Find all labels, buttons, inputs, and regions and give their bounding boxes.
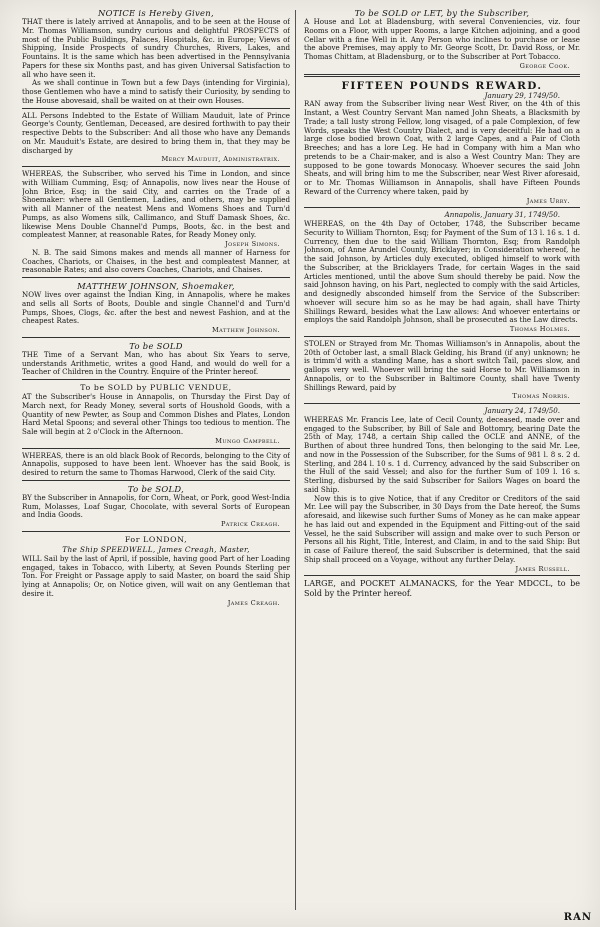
bladensburg-house-ad [304, 8, 580, 71]
reward-title: FIFTEEN POUNDS REWARD. [341, 79, 543, 92]
divider [22, 480, 290, 481]
ship-subheading: The Ship SPEEDWELL, James Creagh, Master, [62, 544, 250, 554]
divider [22, 337, 290, 338]
russell-signature: James Russell. [515, 564, 570, 573]
holmes-signature: Thomas Holmes. [509, 325, 570, 333]
divider [22, 531, 290, 532]
johnson-body: NOW lives over against the Indian King, in Annapolis, where he makes and sells all Sorts of Boots, Double and single Channel'd and Turn'd Pumps, Shoes, Clogs, &c. after the best and newest Fashion, and at the cheapest Rates. [22, 290, 290, 326]
creagh-body: BY the Subscriber in Annapolis, for Corn, Wheat, or Pork, good West-India Rum, Molasses, Loaf Sugar, Chocolate, with several Sorts of European and India Goods. [22, 492, 290, 520]
notice-prospects-ad [22, 8, 290, 106]
bladensburg-signature: George Cook. [519, 61, 570, 70]
almanacks-ad [304, 579, 580, 598]
servant-body: THE Time of a Servant Man, who has about Six Years to serve, understands Arithmetic, writes a good Hand, and would do well for a Teacher of Children in the Country. Enquire of the Printer hereof. [22, 349, 290, 377]
vendue-body: AT the Subscriber's House in Annapolis, on Thursday the First Day of March next, for Ready Money, several sorts of Houshold Goods, with a Quantity of new Pewter, as Soup and Common Dishes and Plates, London Hard Metal Spoons; and several other Things too tedious to mention. The Sale will begin at 2 o'Clock in the Afternoon. [22, 392, 290, 436]
divider [22, 166, 290, 167]
ship-signature: James Creagh. [227, 598, 280, 607]
johnson-heading: MATTHEW JOHNSON, Shoemaker, [77, 281, 235, 291]
records-book-ad [22, 452, 290, 478]
runaway-reward-ad [304, 80, 580, 206]
reward-signature: James Urry. [526, 196, 570, 205]
creagh-heading: To be SOLD, [127, 483, 185, 494]
holmes-bricklayer-ad [304, 211, 580, 334]
ship-body: WILL Sail by the last of April, if possible, having good Part of her Loading engaged, takes in Tobacco, with Liberty, at Seven Pounds Sterling per Ton. For Freight or Passage apply to said Master, on board the said Ship lying at Annapolis; Or, on Notice given, will wait on any Gentleman that desire it. [22, 553, 290, 598]
russell-ship-ad [304, 407, 580, 573]
creagh-signature: Patrick Creagh. [220, 520, 280, 528]
norris-signature: Thomas Norris. [512, 392, 570, 401]
reward-date: January 29, 1749/50. [484, 90, 560, 100]
divider [304, 74, 580, 77]
servant-sale-ad [22, 341, 290, 377]
ship-heading: For LONDON, [124, 534, 188, 544]
divider [22, 379, 290, 380]
ship-speedwell-ad [22, 535, 290, 608]
holmes-date: Annapolis, January 31, 1749/50. [444, 210, 560, 220]
divider [304, 403, 580, 404]
divider [304, 336, 580, 337]
records-body: WHEREAS, there is an old black Book of Records, belonging to the City of Annapolis, supposed to have been lent. Whoever has the said Book, is desired to return the same to Thomas Harwood, Clerk of the said City. [22, 450, 290, 477]
divider [304, 207, 580, 208]
simons-nota-bene: N. B. The said Simons makes and mends all manner of Harness for Coaches, Chariots, or Chaises, in the best and compleatest Manner, at reasonable Rates; and also covers Coaches, Chariots, and Chaises. [22, 247, 290, 275]
stolen-gelding-ad [304, 340, 580, 401]
johnson-shoemaker-ad [22, 281, 290, 335]
divider [22, 448, 290, 449]
almanacks-body: LARGE, and POCKET ALMANACKS, for the Year MDCCL, to be Sold by the Printer hereof. [304, 579, 580, 598]
divider [22, 277, 290, 278]
right-column [304, 8, 580, 907]
johnson-signature: Matthew Johnson. [212, 326, 280, 334]
russell-body-continued: Now this is to give Notice, that if any Creditor or Creditors of the said Mr. Lee will pay the Subscriber, in 30 Days from the Date hereof, the Sums aforesaid, and likewise such further Sums of Money as he can make appear he has laid out and expended in the Equipment and Fitting-out of the said Vessel, he the said Subscriber will assign and make over to such Person or Persons all his Right, Title, Interest, and Claim, in and to the said Ship: But in case of Failure thereof, the said Subscriber is determined, that the said Ship shall proceed on a Voyage, without any further Delay. [304, 493, 580, 564]
reward-body: RAN away from the Subscriber living near West River, on the 4th of this Instant, a West Country Servant Man named John Sheats, a Blacksmith by Trade; a tall lusty strong Fellow, long visaged, of a pale Complexion, of few Words, speaks the West Country Dialect, and is very deceitful: He had on a large close bodied brown Coat, with 2 large Capes, and a Pair of Cloth Breeches; and has a lore Leg. He had in Company with him a Man who pretends to be a Chair-maker, and is also a West Country Man: They are supposed to be gone towards Monocasy. Whoever secures the said John Sheats, and will bring him to me the Subscriber, near West River aforesaid, or to Mr. Thomas Williamson in Annapolis, shall have Fifteen Pounds Reward of the Currency where taken, paid by [304, 99, 580, 196]
mauduit-estate-ad [22, 112, 290, 165]
divider [304, 575, 580, 576]
servant-heading: To be SOLD [129, 340, 183, 351]
bladensburg-heading: To be SOLD or LET, by the Subscriber, [354, 8, 530, 18]
norris-body: STOLEN or Strayed from Mr. Thomas Williamson's in Annapolis, about the 20th of October last, a small Black Gelding, his Brand (if any) unknown; he is trimm'd with a standing Mane, has a short switch Tail, paces slow, and gallops very well. Whoever will bring the said Horse to Mr. Williamson in Annapolis, or to the Subscriber in Baltimore County, shall have Twenty Shillings Reward, paid by [304, 338, 580, 392]
mauduit-body: ALL Persons Indebted to the Estate of William Mauduit, late of Prince George's County, Gentleman, Deceased, are desired forthwith to pay their respective Debts to the Subscriber: And all those who have any Demands on Mr. Mauduit's Estate, are desired to bring them in, that they may be discharged by [22, 110, 290, 155]
simons-signature: Joseph Simons. [225, 240, 280, 248]
holmes-body: WHEREAS, on the 4th Day of October, 1748, the Subscriber became Security to William Thornton, Esq; for Payment of the Sum of 13 l. 16 s. 1 d. Currency, then due to the said William Thornton, Esq; from Randolph Johnson, of Anne Arundel County, Bricklayer; in Consideration whereof, he the said Johnson, by Articles duly executed, obliged himself to work with the Subscriber, at the Bricklayers Trade, for certain Wages in the said Articles mentioned, until the above Sum should thereby be paid. Now the said Johnson having, on his Part, neglected to comply with the said Articles, and designedly absconded himself from the Service of the Subscriber: whoever will secure him so as he may be had again, shall have Thirty Shillings Reward, besides what the Law allows: And whoever entertains or employs the said Randolph Johnson, shall be prosecuted as the Law directs. [304, 219, 580, 325]
russell-date: January 24, 1749/50. [484, 406, 560, 415]
column-divider [295, 10, 296, 910]
russell-body: WHEREAS Mr. Francis Lee, late of Cecil County, deceased, made over and engaged to the Subscriber, by Bill of Sale and Bottomry, bearing Date the 25th of May, 1748, a certain Ship called the OCLE and ANNE, of the Burthen of about three hundred Tons, then belonging to the said Mr. Lee, and now in the Possession of the Subscriber, for the Sums of 981 l. 8 s. 2 d. Sterling, and 284 l. 10 s. 1 d. Currency, advanced by the said Subscriber on the Hull of the said Vessel; and also for the further Sum of 109 l. 16 s. Sterling, disbursed by the said Subscriber for Sailors Wages on board the said Ship. [304, 414, 580, 494]
catchword: RAN [563, 912, 592, 923]
left-column [22, 8, 290, 907]
notice-heading: NOTICE is Hereby Given, [98, 8, 214, 18]
bladensburg-body: A House and Lot at Bladensburg, with several Conveniencies, viz. four Rooms on a Floor, with upper Rooms, a large Kitchen adjoining, and a good Cellar with a fine Well in it. Any Person who inclines to purchase or lease the above Premises, may apply to Mr. George Scott, Dr. David Ross, or Mr. Thomas Chittam, at Bladensburg, or to the Subscriber at Port Tobacco. [304, 17, 580, 61]
simons-body: WHEREAS, the Subscriber, who served his Time in London, and since with William Cumming, Esq; of Annapolis, now lives near the House of John Brice, Esq; in the said City, and carries on the Trade of a Shoemaker: where all Gentlemen, Ladies, and others, may be supplied with all Manner of the neatest Mens and Womens Shoes and Turn'd Pumps, as also Womens silk, Callimanco, and Stuff Damask Shoes, &c. likewise Mens Double Channel'd Pumps, Boots, &c. in the best and compleatest Manner, at reasonable Rates, for Ready Money only. [22, 169, 290, 240]
vendue-signature: Mungo Campbell. [215, 436, 280, 445]
mauduit-signature: Mercy Mauduit, Administratrix. [161, 155, 280, 164]
notice-body: THAT there is lately arrived at Annapolis, and to be seen at the House of Mr. Thomas Williamson, sundry curious and delightful PROSPECTS of most of the Public Buildings, Palaces, Hospitals, &c. in Europe; Views of Shipping, Inside Prospects of sundry Churches, Rivers, Lakes, and Fountains. It is the same which has been advertised in the Pennsylvania Papers for these six Months past, and has given Universal Satisfaction to all who have seen it. [22, 17, 290, 79]
creagh-goods-ad [22, 484, 290, 529]
simons-shoemaker-ad [22, 170, 290, 275]
notice-body-continued: As we shall continue in Town but a few Days (intending for Virginia), those Gentlemen who have a mind to satisfy their Curiosity, by sending to the House abovesaid, shall be waited on at their own Houses. [22, 78, 290, 105]
divider [22, 108, 290, 109]
vendue-ad [22, 383, 290, 446]
vendue-heading: To be SOLD by PUBLIC VENDUE, [80, 383, 232, 392]
